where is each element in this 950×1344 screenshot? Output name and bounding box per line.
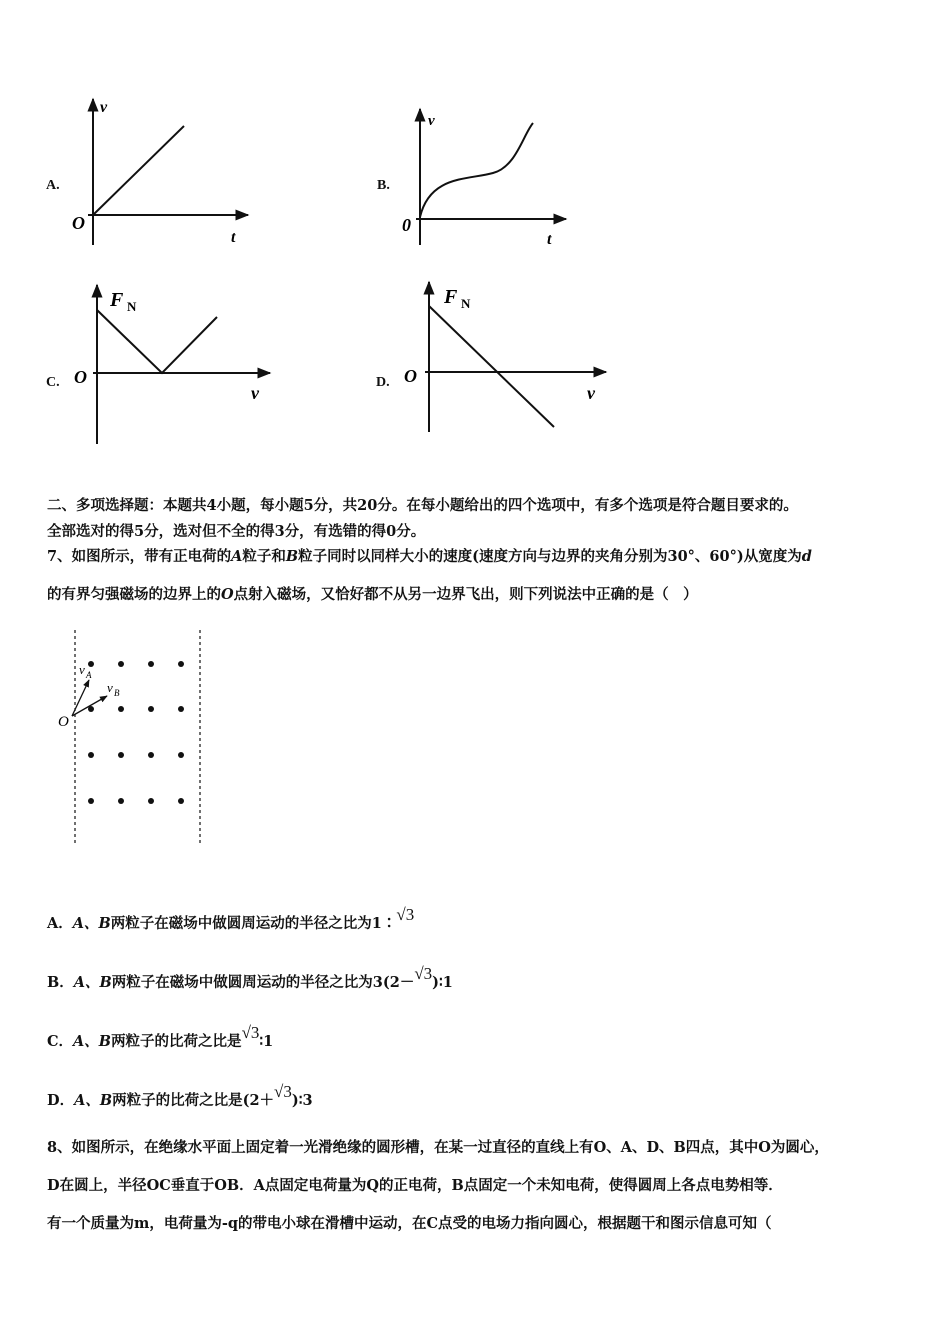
q7-va-label: v [79,662,85,677]
graph-d-y-label: F [444,286,458,308]
graph-a-x-label: t [231,229,236,246]
q7-option-a-sqrt: √3 [396,905,415,924]
q7-option-b-post: )∶1 [432,974,453,991]
q7-point-o: O [221,586,234,603]
q7-line2 [47,583,698,604]
option-c-label: C. [46,375,60,390]
option-d-label: D. [376,375,390,390]
graph-d-curve [429,306,554,427]
q7-option-a-prefix: A． [47,915,73,932]
graph-b-curve [420,123,533,217]
section-heading-line1: 二、多项选择题：本题共4小题，每小题5分，共20分。在每小题给出的四个选项中，有多个选项是符合题目要求的。 [47,497,798,514]
q7-option-d-post: )∶3 [291,1092,313,1109]
graph-d [398,279,613,432]
graph-b [398,105,573,250]
q7-option-b[interactable] [47,964,453,992]
graph-a-y-label: v [100,99,108,116]
graph-c-curve [97,310,217,373]
q7-text-a: 7、如图所示，带有正电荷的 [47,548,232,565]
q7-figure [52,628,212,846]
q7-option-a-ab: A、B [72,915,111,932]
q8-line1: 8、如图所示，在绝缘水平面上固定着一光滑绝缘的圆形槽，在某一过直径的直线上有O、A、D、B四点，其中O为圆心， [47,1139,829,1156]
q7-particle-a: A [231,548,243,565]
q7-text-d: 的有界匀强磁场的边界上的 [47,586,221,603]
graph-b-x-label: t [547,231,552,248]
q7-option-c-prefix: C． [47,1033,74,1050]
q7-option-d[interactable] [47,1082,313,1110]
graph-a [60,95,260,250]
q7-option-d-text: 两粒子的比荷之比是(2＋ [112,1092,275,1109]
q7-option-c-sqrt: √3 [241,1023,260,1042]
graph-a-origin: O [72,213,85,233]
graph-c-origin: O [74,367,87,387]
q7-option-c-ab: A、B [73,1033,112,1050]
q7-option-a[interactable] [47,905,415,933]
q7-vb-sub: B [114,688,120,698]
graph-c-x-label: v [251,383,259,403]
q8-line2: D在圆上，半径OC垂直于OB．A点固定电荷量为Q的正电荷，B点固定一个未知电荷，使得圆周上各点电势相等． [47,1177,783,1194]
q7-origin-label: O [58,714,69,730]
graph-c-y-label: F [110,289,124,311]
q7-option-b-ab: A、B [73,974,112,991]
q7-text-b: 粒子和 [242,548,286,565]
q7-option-d-ab: A、B [74,1092,113,1109]
q7-va-sub: A [86,670,92,680]
q7-option-d-sqrt: √3 [274,1082,292,1101]
graph-a-curve [93,126,184,215]
option-b-label: B. [377,178,390,193]
graph-d-origin: O [404,366,417,386]
q7-text-c: 粒子同时以同样大小的速度(速度方向与边界的夹角分别为30°、60°)从宽度为 [298,548,802,565]
option-a-label: A. [46,178,60,193]
section-heading-line2: 全部选对的得5分，选对但不全的得3分，有选错的得0分。 [47,523,426,540]
q7-line1 [47,545,812,566]
q7-field-dots [88,661,184,804]
graph-b-y-label: v [428,113,435,129]
q7-option-b-text: 两粒子在磁场中做圆周运动的半径之比为3(2－ [111,974,415,991]
q7-width-d: d [801,548,812,565]
q7-option-d-prefix: D． [47,1092,75,1109]
q7-option-b-sqrt: √3 [414,964,433,983]
q7-option-a-text: 两粒子在磁场中做圆周运动的半径之比为1∶ [110,915,397,932]
q7-option-c-text: 两粒子的比荷之比是 [111,1033,242,1050]
graph-d-y-sub: N [461,296,471,311]
graph-c-y-sub: N [127,299,137,314]
q7-option-b-prefix: B． [47,974,74,991]
q7-text-e: 点射入磁场，又恰好都不从另一边界飞出，则下列说法中正确的是（ ） [233,586,698,603]
graph-d-x-label: v [587,383,595,403]
q7-vb-label: v [107,680,113,695]
graph-c [68,282,278,447]
q8-line3: 有一个质量为m，电荷量为-q的带电小球在滑槽中运动，在C点受的电场力指向圆心，根据题干和图示信息可知（ [47,1215,772,1232]
q7-option-c[interactable] [47,1023,274,1051]
q7-particle-b: B [285,548,299,565]
graph-b-origin: 0 [402,215,411,235]
q7-option-c-post: ∶1 [259,1033,274,1050]
